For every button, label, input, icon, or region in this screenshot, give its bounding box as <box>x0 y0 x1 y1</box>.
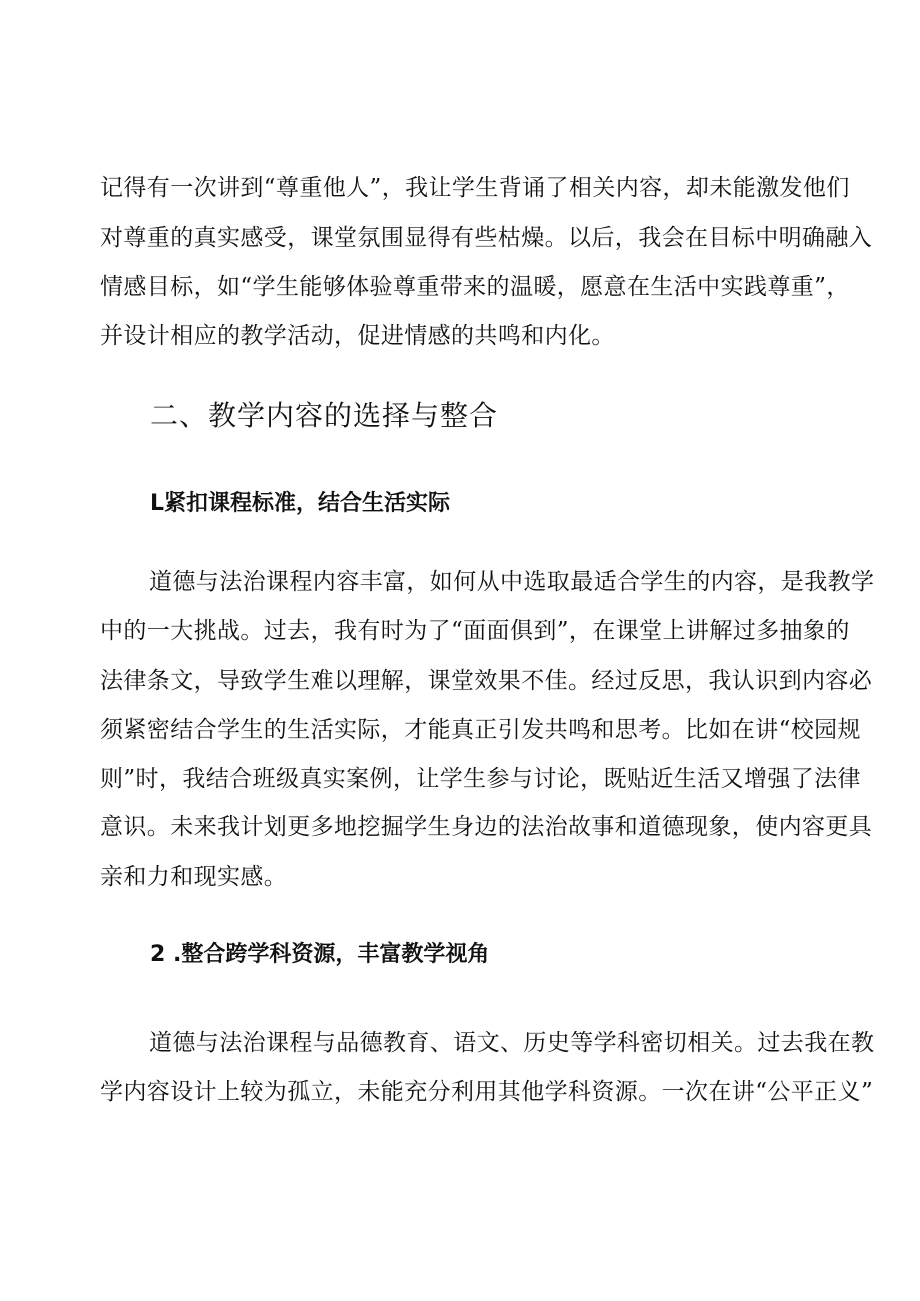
paragraph-line: 学内容设计上较为孤立，未能充分利用其他学科资源。一次在讲“公平正义” <box>100 1079 874 1105</box>
section-heading: 二、教学内容的选择与整合 <box>150 399 499 432</box>
paragraph-line: 道德与法治课程与品德教育、语文、历史等学科密切相关。过去我在教 <box>149 1030 875 1056</box>
paragraph-line: 中的一大挑战。过去，我有时为了“面面俱到”，在课堂上讲解过多抽象的 <box>100 618 850 644</box>
subsection-heading-2: 2 .整合跨学科资源，丰富教学视角 <box>150 942 490 967</box>
paragraph-line: 意识。未来我计划更多地挖掘学生身边的法治故事和道德现象，使内容更具 <box>100 814 873 840</box>
paragraph-line: 法律条文，导致学生难以理解，课堂效果不佳。经过反思，我认识到内容必 <box>100 668 873 694</box>
paragraph-line: 对尊重的真实感受，课堂氛围显得有些枯燥。以后，我会在目标中明确融入 <box>100 225 873 251</box>
paragraph-line: 须紧密结合学生的生活实际，才能真正引发共鸣和思考。比如在讲“校园规 <box>100 717 861 743</box>
paragraph-line: 道德与法治课程内容丰富，如何从中选取最适合学生的内容，是我教学 <box>149 569 875 595</box>
paragraph-line: 情感目标，如“学生能够体验尊重带来的温暖，愿意在生活中实践尊重”， <box>100 274 850 300</box>
paragraph-line: 亲和力和现实感。 <box>100 864 288 890</box>
paragraph-line: 并设计相应的教学活动，促进情感的共鸣和内化。 <box>100 323 615 349</box>
paragraph-line: 则”时，我结合班级真实案例，让学生参与讨论，既贴近生活又增强了法律 <box>100 766 861 792</box>
subsection-heading-1: L紧扣课程标准，结合生活实际 <box>150 491 451 516</box>
paragraph-line: 记得有一次讲到“尊重他人”，我让学生背诵了相关内容，却未能激发他们 <box>100 175 850 201</box>
